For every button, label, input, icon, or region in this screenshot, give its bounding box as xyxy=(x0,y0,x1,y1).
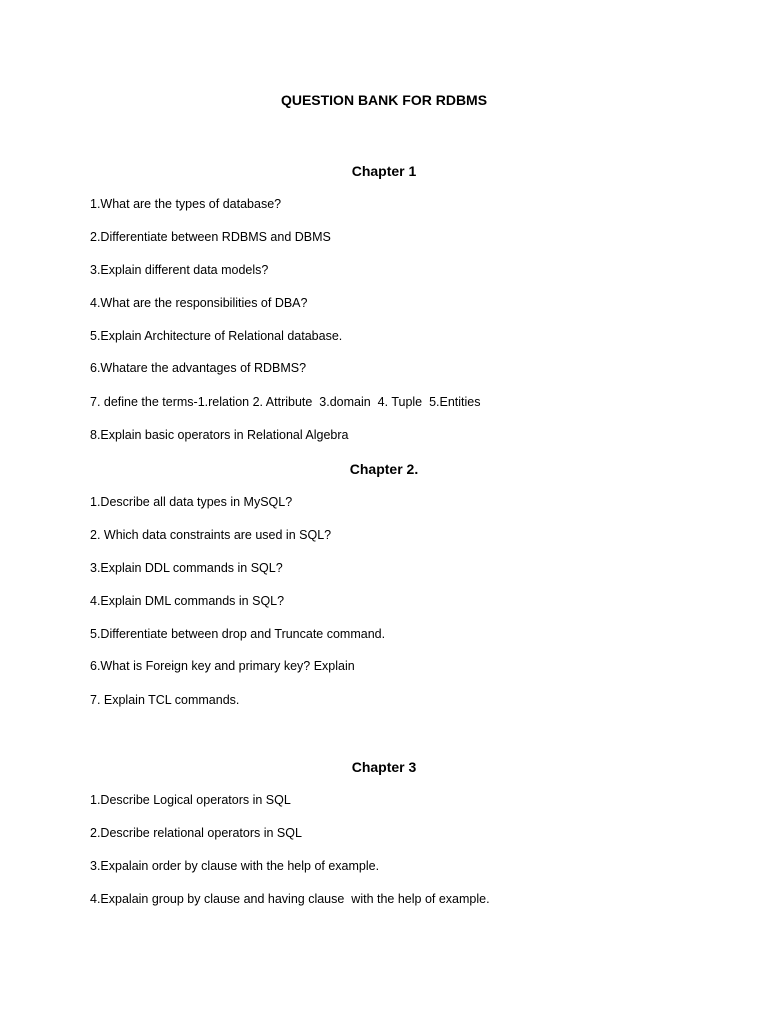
chapter-1-question-4: 4.What are the responsibilities of DBA? xyxy=(90,296,308,310)
chapter-2-question-2: 2. Which data constraints are used in SQL? xyxy=(90,528,332,542)
chapter-2-question-5: 5.Differentiate between drop and Truncate command. xyxy=(90,627,386,641)
chapter-1-heading: Chapter 1 xyxy=(351,163,417,179)
chapter-3-heading: Chapter 3 xyxy=(351,759,417,775)
chapter-3-question-1: 1.Describe Logical operators in SQL xyxy=(90,793,291,807)
chapter-1-question-5: 5.Explain Architecture of Relational database. xyxy=(90,329,343,343)
chapter-2-question-1: 1.Describe all data types in MySQL? xyxy=(90,495,293,509)
chapter-2-question-7: 7. Explain TCL commands. xyxy=(90,693,240,707)
chapter-2-question-6: 6.What is Foreign key and primary key? Explain xyxy=(90,659,355,673)
chapter-2-heading: Chapter 2. xyxy=(349,461,419,477)
chapter-1-question-7: 7. define the terms-1.relation 2. Attribute 3.domain 4. Tuple 5.Entities xyxy=(90,395,481,409)
chapter-2-question-3: 3.Explain DDL commands in SQL? xyxy=(90,561,283,575)
chapter-3-question-3: 3.Expalain order by clause with the help of example. xyxy=(90,859,380,873)
chapter-1-question-3: 3.Explain different data models? xyxy=(90,263,269,277)
chapter-3-question-2: 2.Describe relational operators in SQL xyxy=(90,826,302,840)
chapter-1-question-1: 1.What are the types of database? xyxy=(90,197,282,211)
chapter-1-question-2: 2.Differentiate between RDBMS and DBMS xyxy=(90,230,331,244)
chapter-3-question-4: 4.Expalain group by clause and having clause with the help of example. xyxy=(90,892,490,906)
chapter-1-question-8: 8.Explain basic operators in Relational Algebra xyxy=(90,428,349,442)
chapter-2-question-4: 4.Explain DML commands in SQL? xyxy=(90,594,285,608)
chapter-1-question-6: 6.Whatare the advantages of RDBMS? xyxy=(90,361,307,375)
document-title: QUESTION BANK FOR RDBMS xyxy=(280,92,488,108)
